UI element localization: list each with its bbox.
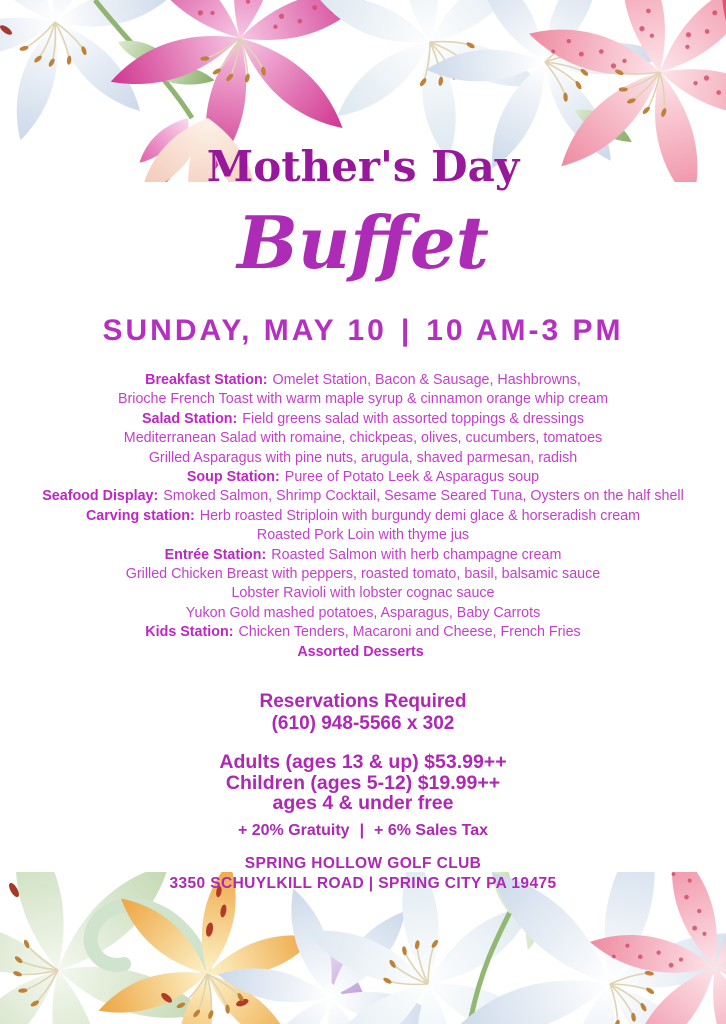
separator: | [359,822,365,839]
bottom-floral-decoration [0,872,726,1024]
reservations-required: Reservations Required [259,691,467,712]
event-date: SUNDAY, MAY 10 [102,314,387,347]
page-title: Mother's Day [206,142,520,191]
price-adults: Adults (ages 13 & up) $53.99++ [219,751,507,773]
menu-line: Lobster Ravioli with lobster cognac sauce [231,585,495,602]
menu-line: Breakfast Station: Omelet Station, Bacon & Sausage, Hashbrowns, [145,372,581,388]
menu-line: Grilled Chicken Breast with peppers, roasted tomato, basil, balsamic sauce [125,566,601,583]
menu-line: Seafood Display: Smoked Salmon, Shrimp Cocktail, Sesame Seared Tuna, Oysters on the half shell [42,488,684,505]
reservations-phone: (610) 948-5566 x 302 [271,712,455,734]
gratuity-note: + 20% Gratuity [237,822,350,839]
menu-line: Entrée Station: Roasted Salmon with herb champagne cream [164,546,562,563]
menu-line: Soup Station: Puree of Potato Leek & Asparagus soup [186,469,540,486]
page-subtitle: Buffet [237,200,489,285]
menu-line: Mediterranean Salad with romaine, chickpeas, olives, cucumbers, tomatoes [123,430,603,447]
venue-name: SPRING HOLLOW GOLF CLUB [244,855,482,872]
event-time: 10 AM-3 PM [426,314,624,347]
separator: | [400,314,413,347]
menu-line: Yukon Gold mashed potatoes, Asparagus, Baby Carrots [185,604,541,621]
venue-block [0,854,726,893]
venue-address: 3350 SCHUYLKILL ROAD | SPRING CITY PA 19475 [169,874,557,892]
menu-line: Assorted Desserts [297,643,424,660]
event-schedule [0,314,726,348]
menu-line: Grilled Asparagus with pine nuts, arugula, shaved parmesan, radish [148,449,578,466]
menu-line: Brioche French Toast with warm maple syrup & cinnamon orange whip cream [117,391,609,408]
menu-line: Salad Station: Field greens salad with assorted toppings & dressings [141,410,585,427]
reservations-block [0,691,726,734]
menu-line: Kids Station: Chicken Tenders, Macaroni and Cheese, French Fries [145,624,581,641]
price-children: Children (ages 5-12) $19.99++ [225,771,501,794]
menu-line: Carving station: Herb roasted Striploin with burgundy demi glace & horseradish cream [85,507,641,524]
menu-list [0,371,726,662]
tax-note: + 6% Sales Tax [374,822,489,839]
price-under: ages 4 & under free [272,792,454,814]
fees-line [0,822,726,840]
menu-line: Roasted Pork Loin with thyme jus [256,527,470,544]
pricing-block [0,752,726,814]
